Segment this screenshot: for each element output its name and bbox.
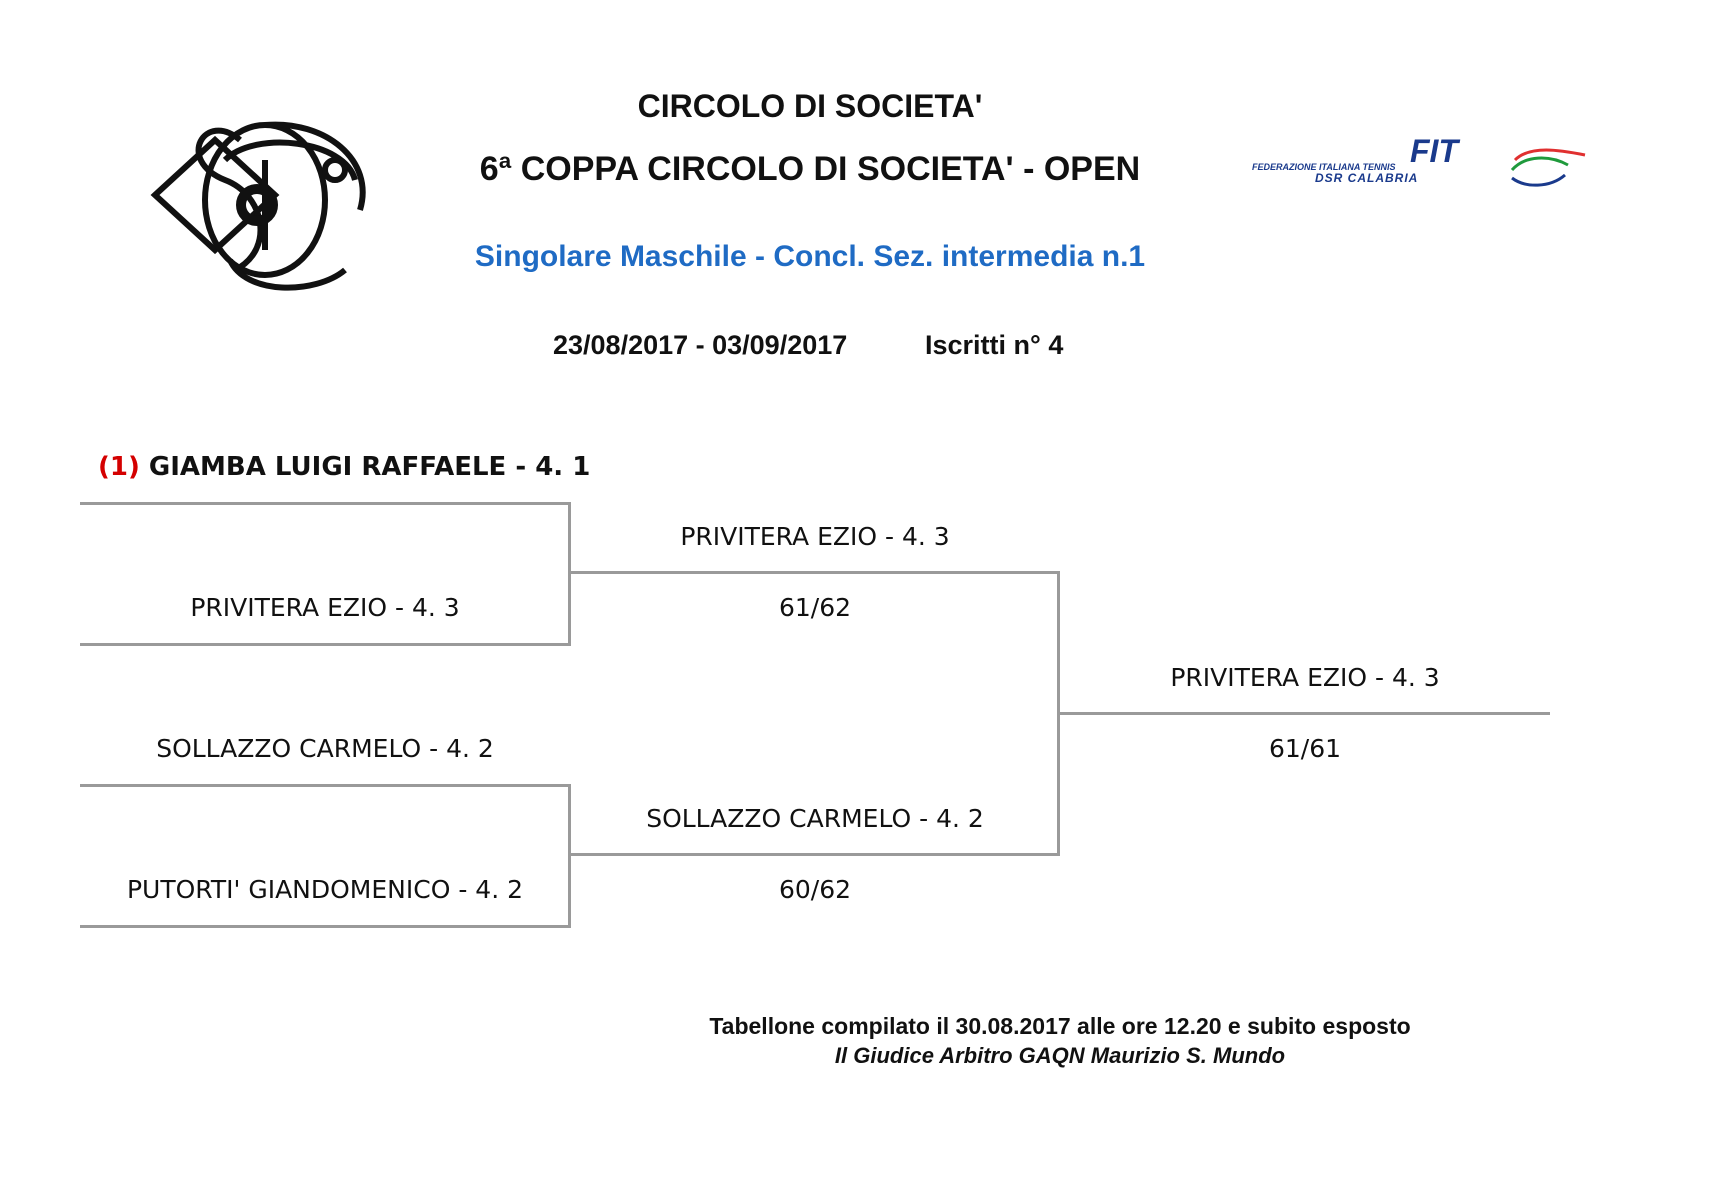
fit-logo-main: FIT [1410,133,1458,169]
bracket-r2-winner1: PRIVITERA EZIO - 4. 3 [680,522,950,551]
fit-logo [1250,130,1590,205]
bracket-line-r1-p3 [80,784,570,787]
bracket-r1-player2: PRIVITERA EZIO - 4. 3 [190,593,460,622]
bracket-r2-score2: 60/62 [778,875,852,904]
bracket-r2-score1: 61/62 [778,593,852,622]
seed-player-name: GIAMBA LUIGI RAFFAELE - 4. 1 [139,452,591,482]
bracket-line-r2-w1 [570,571,1060,574]
fit-logo-sub1: FEDERAZIONE ITALIANA TENNIS [1252,162,1396,172]
bracket-r1-player3: SOLLAZZO CARMELO - 4. 2 [156,734,494,763]
bracket-seed-player [98,452,590,482]
bracket-line-r2-w2 [570,853,1060,856]
club-title: CIRCOLO DI SOCIETA' [637,88,983,124]
tournament-dates: 23/08/2017 - 03/09/2017 [553,330,848,360]
event-title: Singolare Maschile - Concl. Sez. intermedia n.1 [474,240,1146,273]
bracket-final-score: 61/61 [1268,734,1342,763]
bracket-line-r1-p4 [80,925,570,928]
bracket-r1-player4: PUTORTI' GIANDOMENICO - 4. 2 [126,875,523,904]
bracket-line-r1-p1 [80,502,570,505]
fit-logo-sub2: DSR CALABRIA [1315,171,1419,185]
bracket-final-winner: PRIVITERA EZIO - 4. 3 [1170,663,1440,692]
tournament-title: 6ª COPPA CIRCOLO DI SOCIETA' - OPEN [479,150,1141,188]
referee-note: Il Giudice Arbitro GAQN Maurizio S. Mundo [834,1043,1286,1068]
bracket-line-final [1060,712,1550,715]
fit-logo-swoosh [1512,150,1585,185]
compiled-note: Tabellone compilato il 30.08.2017 alle ore 12.20 e subito esposto [709,1013,1411,1039]
seed-number: (1) [98,452,140,482]
bracket-r2-winner2: SOLLAZZO CARMELO - 4. 2 [646,804,984,833]
entries-count: Iscritti n° 4 [925,330,1064,360]
bracket-line-r1-p2 [80,643,570,646]
club-logo [145,100,385,305]
